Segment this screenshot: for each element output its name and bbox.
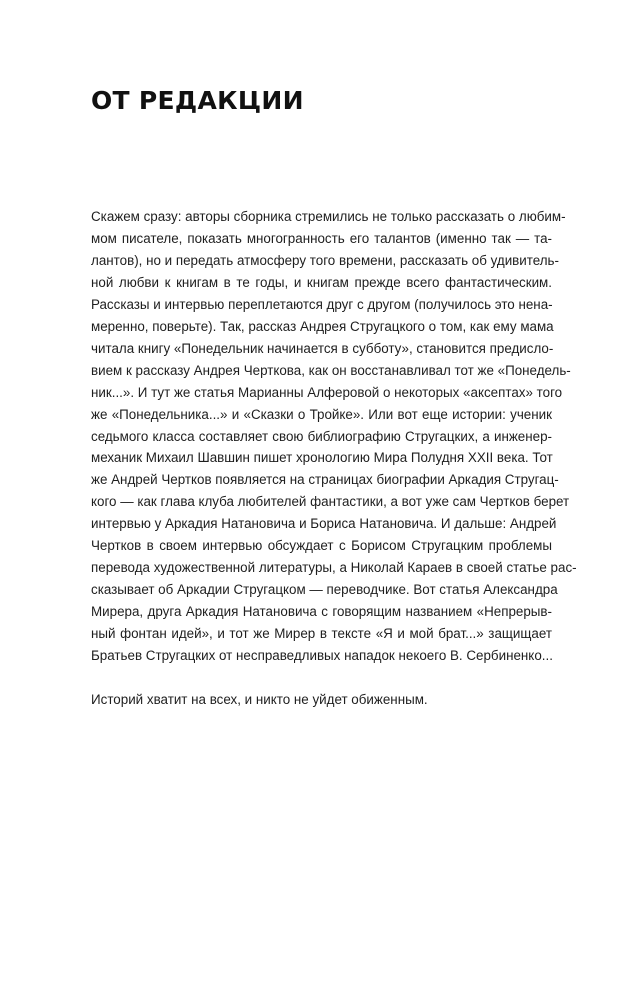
paragraph (91, 206, 577, 667)
page-title: ОТ РЕДАКЦИИ (91, 86, 304, 115)
text-line: Братьев Стругацких от несправедливых нападок некоего В. Сербиненко... (91, 648, 553, 664)
text-line: же «Понедельника...» и «Сказки о Тройке». Или вот еще истории: ученик (91, 406, 552, 422)
text-line: читала книгу «Понедельник начинается в субботу», становится предисло- (91, 340, 554, 356)
text-line: Мирера, друга Аркадия Натановича с говорящим названием «Непрерыв- (91, 604, 552, 620)
text-line: же Андрей Чертков появляется на страницах биографии Аркадия Стругац- (91, 472, 559, 488)
text-line: ной любви к книгам в те годы, и книгам прежде всего фантастическим. (91, 274, 552, 290)
text-line: интервью у Аркадия Натановича и Бориса Натановича. И дальше: Андрей (91, 516, 557, 532)
text-line: седьмого класса составляет свою библиографию Стругацких, а инженер- (91, 428, 552, 444)
text-line: мом писателе, показать многогранность его талантов (именно так — та- (91, 230, 552, 246)
body-text (91, 206, 577, 711)
text-line: Историй хватит на всех, и никто не уйдет обиженным. (91, 692, 428, 708)
paragraph-gap (91, 667, 552, 689)
text-line: ник...». И тут же статья Марианны Алферовой о некоторых «аксептах» того (91, 384, 563, 400)
text-line: Рассказы и интервью переплетаются друг с другом (получилось это нена- (91, 296, 553, 312)
text-line: вием к рассказу Андрея Черткова, как он восстанавливал тот же «Понедель- (91, 362, 571, 378)
text-line: перевода художественной литературы, а Николай Караев в своей статье рас- (91, 560, 577, 576)
text-line: лантов), но и передать атмосферу того времени, рассказать об удивитель- (91, 252, 559, 268)
text-line: Скажем сразу: авторы сборника стремились не только рассказать о любим- (91, 209, 566, 224)
text-line: ный фонтан идей», и тот же Мирер в тексте «Я и мой брат...» защищает (91, 626, 552, 642)
text-line: кого — как глава клуба любителей фантастики, а вот уже сам Чертков берет (91, 494, 570, 510)
paragraph (91, 689, 552, 711)
text-line: Чертков в своем интервью обсуждает с Борисом Стругацким проблемы (91, 538, 552, 554)
text-line: механик Михаил Шавшин пишет хронологию Мира Полудня XXII века. Тот (91, 450, 553, 466)
text-line: меренно, поверьте). Так, рассказ Андрея Стругацкого о том, как ему мама (91, 318, 554, 334)
text-line: сказывает об Аркадии Стругацком — переводчике. Вот статья Александра (91, 582, 558, 598)
